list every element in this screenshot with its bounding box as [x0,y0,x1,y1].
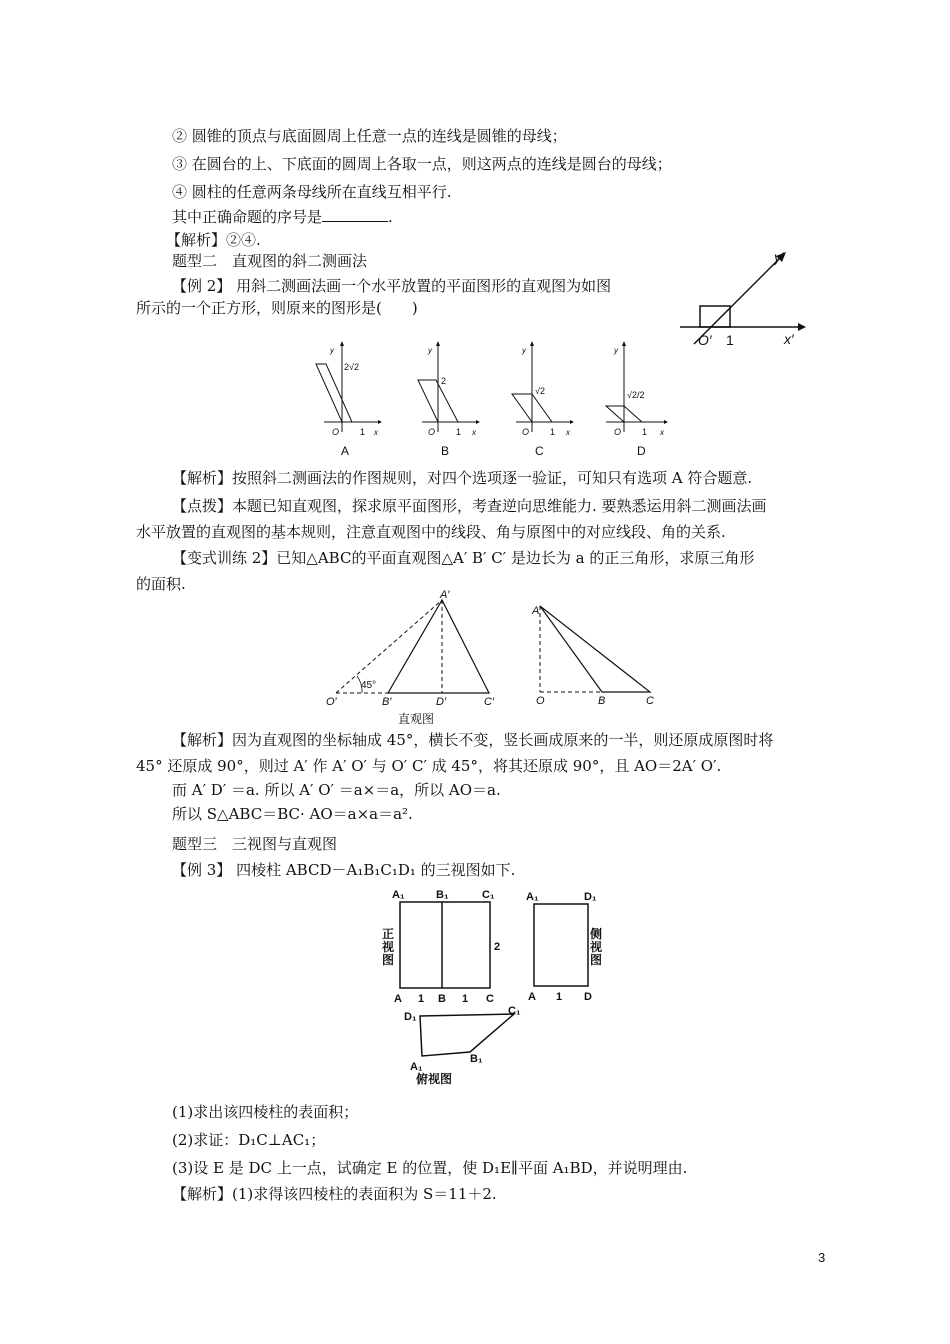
question-line: (1)求出该四棱柱的表面积； [172,1103,359,1121]
svg-text:C: C [646,695,654,707]
svg-text:A: A [528,991,536,1003]
side-view-title: 侧视图 [590,927,603,967]
example-line: 【例 2】 用斜二测画法画一个水平放置的平面图形的直观图为如图 [172,277,612,295]
svg-text:D₁: D₁ [584,891,597,903]
svg-text:B: B [598,695,606,707]
option-d-figure [602,338,670,442]
answer-blank [322,207,388,222]
square-figure [680,240,820,350]
triangle [388,600,489,693]
svg-text:1: 1 [642,427,648,437]
question-line: (2)求证：D₁C⊥AC₁； [172,1131,326,1149]
svg-text:A₁: A₁ [392,889,405,901]
front-view-figure [378,884,508,1008]
option-d-label: D [637,444,646,458]
answer-line: 【解析】②④. [166,231,261,249]
svg-text:45°: 45° [361,680,377,691]
svg-text:C: C [486,993,494,1005]
svg-text:A: A [394,993,402,1005]
question-line: (3)设 E 是 DC 上一点，试确定 E 的位置，使 D₁E∥平面 A₁BD，并说明理由. [172,1159,688,1177]
svg-text:O′: O′ [326,696,337,708]
section-title: 题型二 直观图的斜二测画法 [172,252,368,270]
exercise-line: 的面积. [136,575,186,593]
example-line: 所示的一个正方形，则原来的图形是( ) [136,299,418,317]
triangle-direct-view [324,588,514,718]
period: . [388,208,393,226]
x-arrow [798,323,806,331]
svg-text:D: D [584,991,592,1003]
label-one: 1 [726,332,734,348]
answer-line: 【解析】因为直观图的坐标轴成 45°，横长不变，竖长画成原来的一半，则还原成原图时将 [172,731,774,749]
svg-text:B′: B′ [382,696,392,708]
svg-text:D₁: D₁ [404,1011,417,1023]
answer-line: 【解析】(1)求得该四棱柱的表面积为 S＝11＋2. [172,1185,497,1203]
svg-text:A₁: A₁ [526,891,539,903]
top-view-title: 俯视图 [416,1072,453,1086]
svg-text:A₁: A₁ [410,1061,423,1073]
svg-text:B: B [438,993,446,1005]
svg-text:x: x [566,428,570,437]
note-line: 水平放置的直观图的基本规则，注意直观图中的线段、角与原图中的对应线段、角的关系. [136,523,726,541]
svg-text:y: y [522,346,526,355]
svg-text:√2/2: √2/2 [627,390,645,400]
svg-text:O: O [428,427,436,437]
svg-text:C₁: C₁ [508,1005,521,1017]
triangle [540,606,650,692]
svg-text:O: O [536,695,545,707]
top-view-figure [398,1002,528,1072]
svg-text:O: O [614,427,622,437]
answer-line: 所以 S△ABC＝BC· AO＝a×a＝a². [172,805,413,823]
svg-text:1: 1 [550,427,556,437]
option-c-figure [508,338,576,442]
direct-view-caption: 直观图 [398,712,435,726]
svg-text:2: 2 [494,941,501,953]
answer-line: 45° 还原成 90°，则过 A′ 作 A′ O′ 与 O′ C′ 成 45°，将其还原成 90°，且 AO＝2A′ O′. [136,757,722,775]
svg-text:B₁: B₁ [436,889,449,901]
text-line [172,207,393,227]
question-text: 其中正确命题的序号是 [172,208,323,226]
svg-text:2: 2 [441,376,447,386]
label-y: y′ [774,249,784,265]
svg-text:y: y [614,346,618,355]
triangle-original [528,600,662,710]
label-x: x′ [784,331,794,347]
answer-line: 而 A′ D′ ＝a. 所以 A′ O′ ＝a×＝a，所以 AO＝a. [172,781,501,799]
text-line: ② 圆锥的顶点与底面圆周上任意一点的连线是圆锥的母线； [172,127,567,145]
section-title: 题型三 三视图与直观图 [172,835,338,853]
option-c-label: C [535,444,544,458]
front-view-title: 正视图 [382,927,395,967]
note-line: 【点拨】本题已知直观图，探求原平面图形，考查逆向思维能力. 要熟悉运用斜二测画法画 [172,497,767,515]
svg-text:y: y [428,346,432,355]
svg-text:y: y [330,346,334,355]
svg-text:√2: √2 [535,386,545,396]
svg-text:1: 1 [556,991,563,1003]
option-b-figure [414,338,482,442]
svg-text:1: 1 [462,993,469,1005]
text-line: ③ 在圆台的上、下底面的圆周上各取一点，则这两点的连线是圆台的母线； [172,155,672,173]
svg-text:1: 1 [418,993,425,1005]
svg-text:A: A [532,605,540,617]
option-a-label: A [341,444,350,458]
option-a-figure [316,338,384,442]
svg-text:x: x [660,428,664,437]
svg-text:x: x [472,428,476,437]
page-number: 3 [818,1250,826,1265]
svg-text:O: O [522,427,530,437]
svg-text:1: 1 [360,427,366,437]
svg-text:C₁: C₁ [482,889,495,901]
shape-a [316,364,352,422]
svg-text:D′: D′ [436,696,447,708]
text-line: ④ 圆柱的任意两条母线所在直线互相平行. [172,183,452,201]
svg-text:1: 1 [456,427,462,437]
answer-line: 【解析】按照斜二测画法的作图规则，对四个选项逐一验证，可知只有选项 A 符合题意. [172,469,753,487]
svg-text:B₁: B₁ [470,1053,483,1065]
top-view-shape [420,1014,514,1056]
exercise-line: 【变式训练 2】已知△ABC的平面直观图△A′ B′ C′ 是边长为 a 的正三角形，求原三角形 [172,549,755,567]
svg-text:x: x [374,428,378,437]
svg-text:A′: A′ [440,589,450,601]
example-line: 【例 3】 四棱柱 ABCD－A₁B₁C₁D₁ 的三视图如下. [172,861,516,879]
svg-text:C′: C′ [484,696,495,708]
label-o: O′ [698,332,712,348]
option-b-label: B [441,444,450,458]
svg-text:2√2: 2√2 [344,362,359,372]
svg-text:O: O [332,427,340,437]
